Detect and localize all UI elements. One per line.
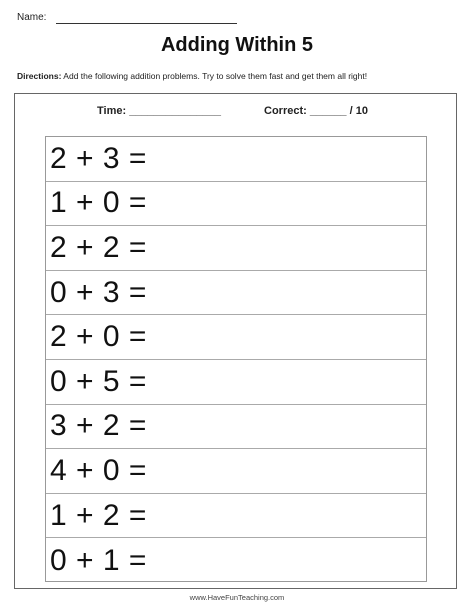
problem-row[interactable] — [46, 360, 426, 405]
problem-text: 1 + 2 = — [50, 498, 147, 532]
problem-row[interactable] — [46, 538, 426, 583]
correct-field[interactable]: Correct: ______ / 10 — [264, 105, 368, 117]
problem-text: 3 + 2 = — [50, 409, 147, 443]
name-label: Name: — [17, 12, 47, 23]
directions-label: Directions: — [17, 71, 62, 81]
page-title: Adding Within 5 — [160, 34, 313, 56]
problem-row[interactable] — [46, 449, 426, 494]
problem-text: 0 + 1 = — [50, 543, 147, 577]
problem-row[interactable] — [46, 226, 426, 271]
problem-row[interactable] — [46, 315, 426, 360]
problem-row[interactable] — [46, 271, 426, 316]
name-line[interactable] — [56, 23, 237, 24]
problem-text: 2 + 2 = — [50, 230, 147, 264]
directions-text: Add the following addition problems. Try to solve them fast and get them all right! — [61, 71, 368, 81]
footer-site: www.HaveFunTeaching.com — [189, 593, 285, 602]
problem-row[interactable] — [46, 137, 426, 182]
problem-text: 1 + 0 = — [50, 186, 147, 220]
problem-text: 2 + 0 = — [50, 320, 147, 354]
problem-text: 2 + 3 = — [50, 141, 147, 175]
problem-text: 0 + 5 = — [50, 364, 147, 398]
directions — [17, 71, 367, 81]
problem-grid — [45, 136, 427, 582]
problem-text: 0 + 3 = — [50, 275, 147, 309]
problem-row[interactable] — [46, 182, 426, 227]
problem-text: 4 + 0 = — [50, 453, 147, 487]
problem-row[interactable] — [46, 405, 426, 450]
time-field[interactable]: Time: _______________ — [97, 105, 221, 117]
problem-row[interactable] — [46, 494, 426, 539]
